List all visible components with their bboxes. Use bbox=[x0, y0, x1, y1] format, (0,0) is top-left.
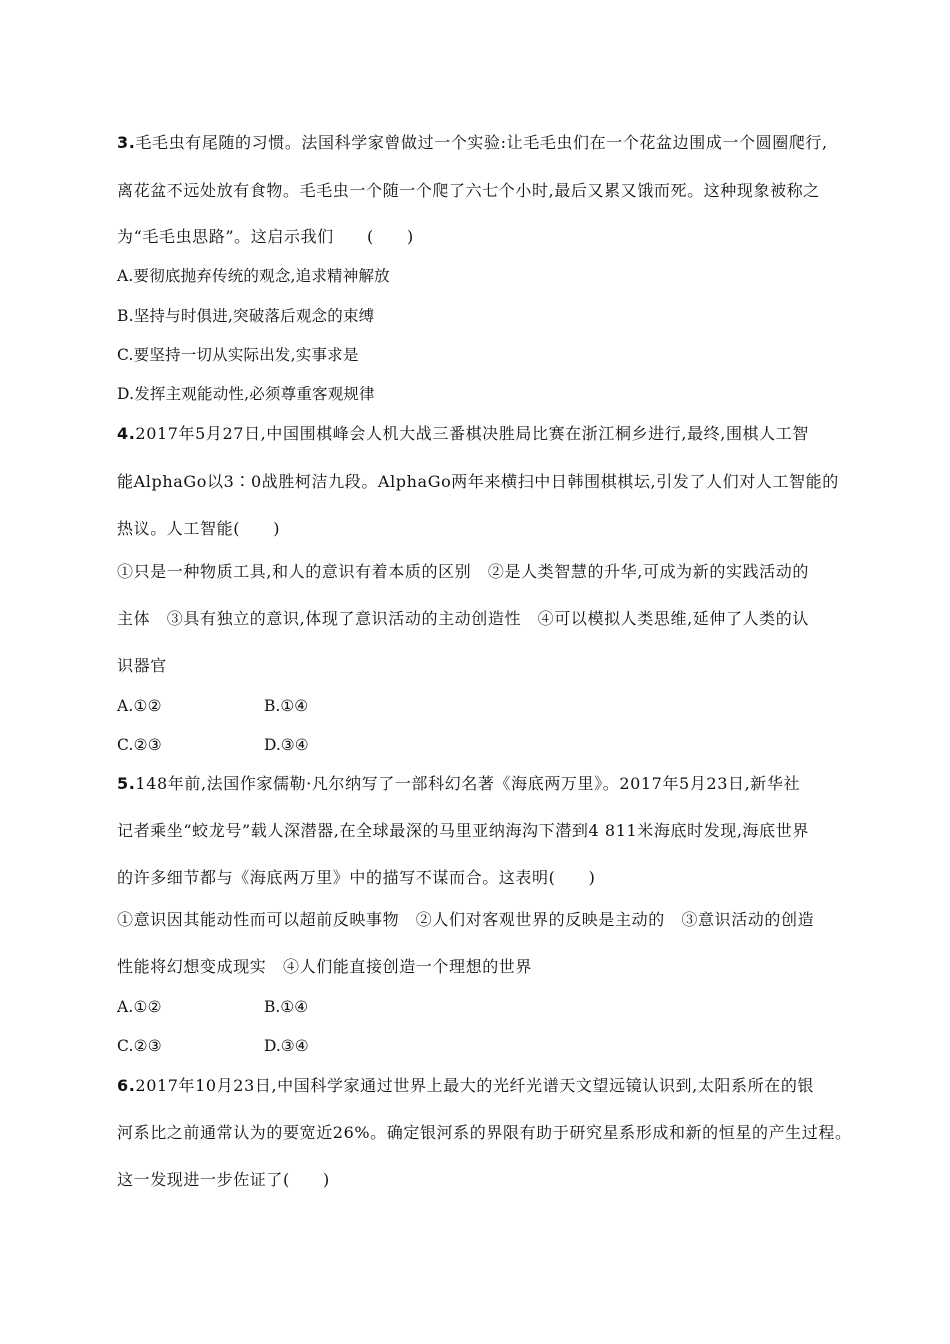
question-3-line-3: 为“毛毛虫思路”。这启示我们 ( ) bbox=[117, 227, 414, 246]
question-3-line-2: 离花盆不远处放有食物。毛毛虫一个随一个爬了六七个小时,最后又累又饿而死。这种现象被称之 bbox=[117, 181, 820, 200]
question-4-option-c: C.②③ bbox=[117, 736, 162, 754]
question-5-line-3: 的许多细节都与《海底两万里》中的描写不谋而合。这表明( ) bbox=[117, 868, 596, 887]
question-5-option-a: A.①② bbox=[117, 998, 162, 1016]
question-4-option-d: D.③④ bbox=[264, 736, 309, 754]
question-6-line-3: 这一发现进一步佐证了( ) bbox=[117, 1170, 330, 1189]
question-5-option-d: D.③④ bbox=[264, 1037, 309, 1055]
question-6-line-1: 6.2017年10月23日,中国科学家通过世界上最大的光纤光谱天文望远镜认识到,太阳系所在的银 bbox=[117, 1076, 815, 1095]
question-5-option-b: B.①④ bbox=[264, 998, 309, 1016]
question-3-option-c: C.要坚持一切从实际出发,实事求是 bbox=[117, 346, 359, 364]
question-5-option-c: C.②③ bbox=[117, 1037, 162, 1055]
question-4-statement-line-3: 识器官 bbox=[117, 656, 167, 675]
question-3-number: 3. bbox=[117, 133, 136, 152]
question-6-line-2: 河系比之前通常认为的要宽近26%。确定银河系的界限有助于研究星系形成和新的恒星的产生过程。 bbox=[117, 1123, 852, 1142]
question-3-option-d: D.发挥主观能动性,必须尊重客观规律 bbox=[117, 385, 375, 403]
question-6-number: 6. bbox=[117, 1076, 136, 1095]
question-5-number: 5. bbox=[117, 774, 136, 793]
question-3-option-b: B.坚持与时俱进,突破落后观念的束缚 bbox=[117, 307, 375, 325]
question-5-line-1: 5.148年前,法国作家儒勒·凡尔纳写了一部科幻名著《海底两万里》。2017年5月23日,新华社 bbox=[117, 774, 801, 793]
question-4-statement-line-1: ①只是一种物质工具,和人的意识有着本质的区别 ②是人类智慧的升华,可成为新的实践活动的 bbox=[117, 562, 809, 581]
question-4-option-b: B.①④ bbox=[264, 697, 309, 715]
question-4-statement-line-2: 主体 ③具有独立的意识,体现了意识活动的主动创造性 ④可以模拟人类思维,延伸了人类的认 bbox=[117, 609, 809, 628]
question-5-statement-line-1: ①意识因其能动性而可以超前反映事物 ②人们对客观世界的反映是主动的 ③意识活动的创造 bbox=[117, 910, 815, 929]
question-4-line-3: 热议。人工智能( ) bbox=[117, 519, 281, 538]
question-3-line-1: 3.毛毛虫有尾随的习惯。法国科学家曾做过一个实验:让毛毛虫们在一个花盆边围成一个圆圈爬行, bbox=[117, 133, 828, 152]
question-4-line-2: 能AlphaGo以3∶0战胜柯洁九段。AlphaGo两年来横扫中日韩围棋棋坛,引发了人们对人工智能的 bbox=[117, 472, 839, 491]
question-4-option-a: A.①② bbox=[117, 697, 162, 715]
question-4-line-1: 4.2017年5月27日,中国围棋峰会人机大战三番棋决胜局比赛在浙江桐乡进行,最终,围棋人工智 bbox=[117, 424, 809, 443]
question-3-option-a: A.要彻底抛弃传统的观念,追求精神解放 bbox=[117, 267, 390, 285]
question-5-line-2: 记者乘坐“蛟龙号”载人深潜器,在全球最深的马里亚纳海沟下潜到4 811米海底时发现,海底世界 bbox=[117, 821, 809, 840]
question-5-statement-line-2: 性能将幻想变成现实 ④人们能直接创造一个理想的世界 bbox=[117, 957, 533, 976]
question-4-number: 4. bbox=[117, 424, 136, 443]
